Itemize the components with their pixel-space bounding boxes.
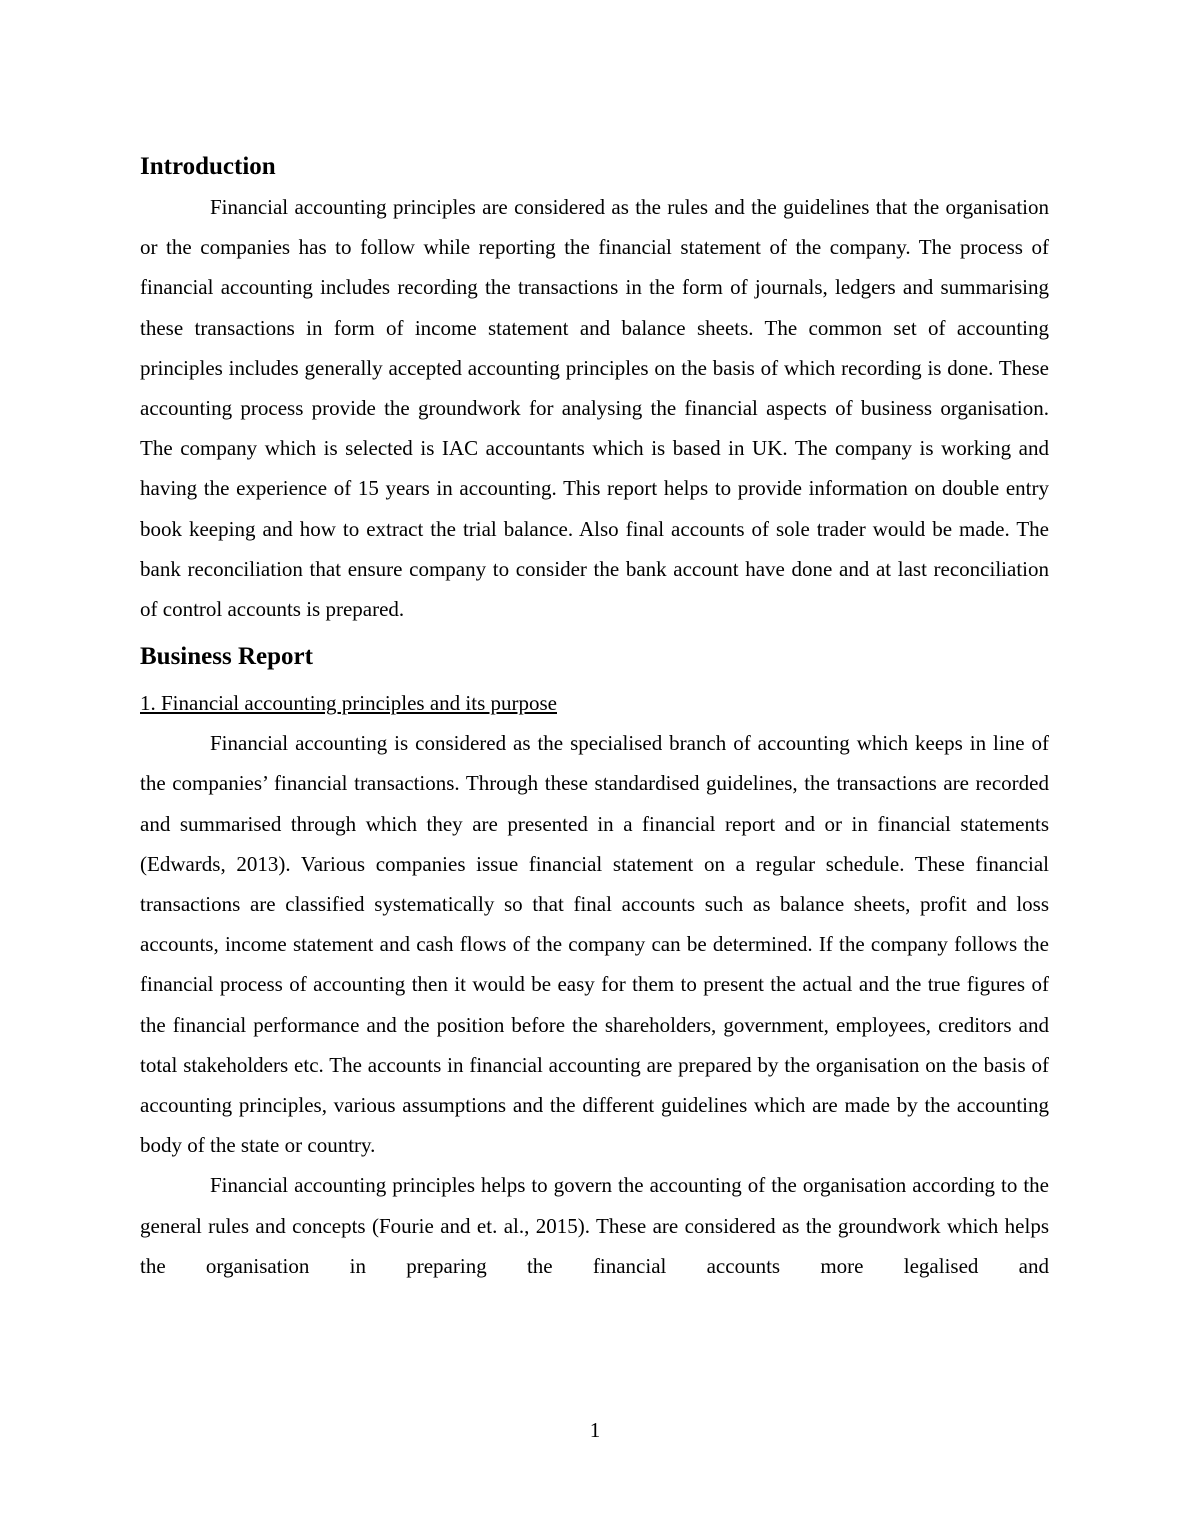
page-content: [140, 147, 1049, 1286]
introduction-heading: Introduction: [140, 153, 276, 180]
subsection-1-paragraph-1: Financial accounting is considered as the specialised branch of accounting which keeps in line of the companies’ financial transactions. Through these standardised guidelines, the transactions are recorded and summarised through which they are presented in a financial report and or in financial statements (Edwards, 2013). Various companies issue financial statement on a regular schedule. These financial transactions are classified systematically so that final accounts such as balance sheets, profit and loss accounts, income statement and cash flows of the company can be determined. If the company follows the financial process of accounting then it would be easy for them to present the actual and the true figures of the financial performance and the position before the shareholders, government, employees, creditors and total stakeholders etc. The accounts in financial accounting are prepared by the organisation on the basis of accounting principles, various assumptions and the different guidelines which are made by the accounting body of the state or country.: [140, 731, 1049, 1158]
subsection-1-paragraph-2: Financial accounting principles helps to govern the accounting of the organisation according to the general rules and concepts (Fourie and et. al., 2015). These are considered as the groundwork which helps the organisation in preparing the financial accounts more legalised and: [140, 1173, 1049, 1278]
page-number: 1: [589, 1418, 601, 1442]
introduction-paragraph: Financial accounting principles are considered as the rules and the guidelines that the organisation or the companies has to follow while reporting the financial statement of the company. The process of financial accounting includes recording the transactions in the form of journals, ledgers and summarising these transactions in form of income statement and balance sheets. The common set of accounting principles includes generally accepted accounting principles on the basis of which recording is done. These accounting process provide the groundwork for analysing the financial aspects of business organisation. The company which is selected is IAC accountants which is based in UK. The company is working and having the experience of 15 years in accounting. This report helps to provide information on double entry book keeping and how to extract the trial balance. Also final accounts of sole trader would be made. The bank reconciliation that ensure company to consider the bank account have done and at last reconciliation of control accounts is prepared.: [140, 195, 1049, 622]
subsection-1-title: 1. Financial accounting principles and its purpose: [140, 691, 557, 716]
business-report-heading: Business Report: [140, 643, 313, 671]
